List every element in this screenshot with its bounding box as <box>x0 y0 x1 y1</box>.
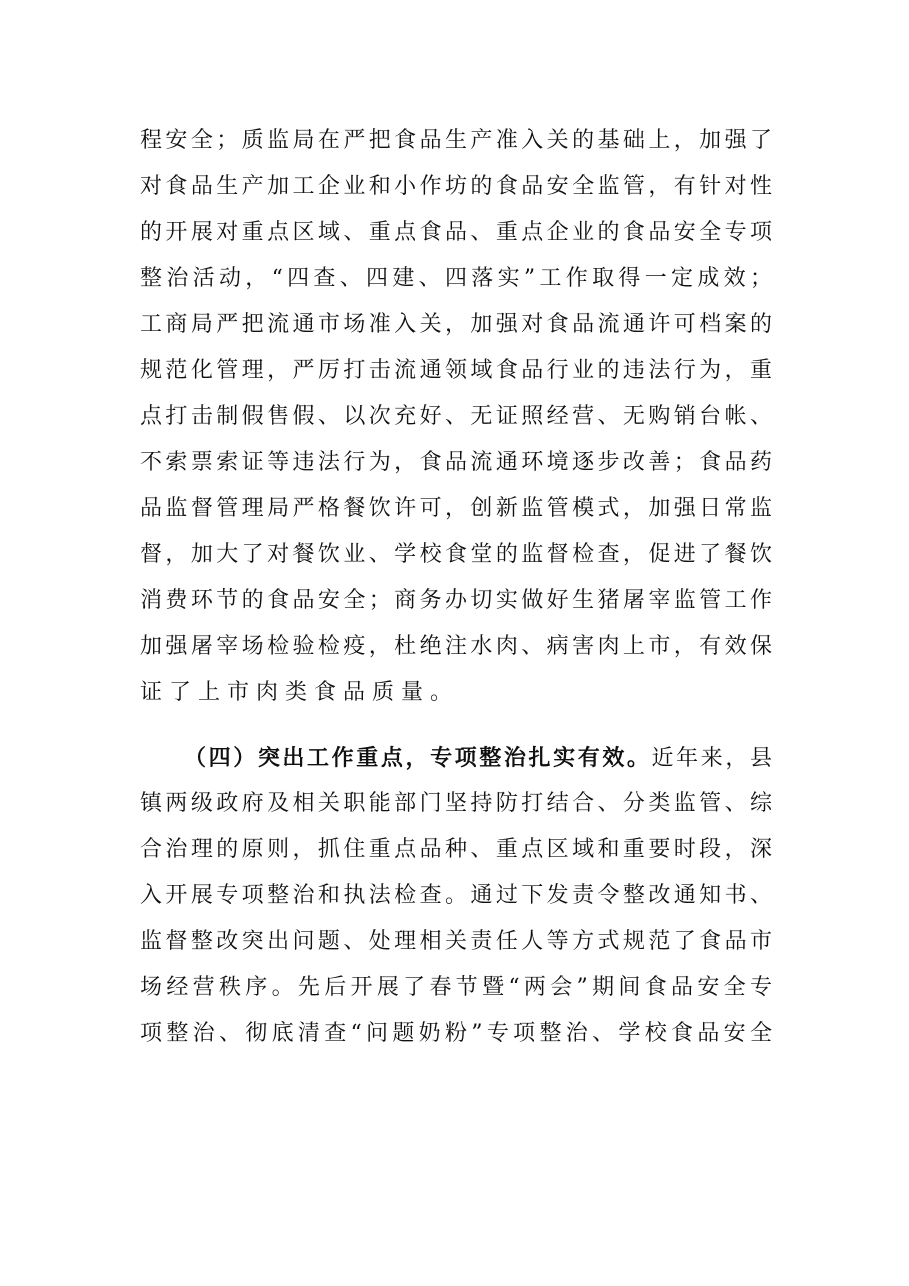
paragraph-1-line-12: 加强屠宰场检验检疫，杜绝注水肉、病害肉上市，有效保 <box>140 634 772 659</box>
paragraph-2-line-5: 监督整改突出问题、处理相关责任人等方式规范了食品市 <box>140 929 772 954</box>
paragraph-1-line-4: 整治活动，“四查、四建、四落实”工作取得一定成效； <box>140 266 772 291</box>
paragraph-1-line-10: 督，加大了对餐饮业、学校食堂的监督检查，促进了餐饮 <box>140 542 772 567</box>
paragraph-2-line-1-text: 近年来，县 <box>651 746 772 771</box>
paragraph-1-line-9: 品监督管理局严格餐饮许可，创新监管模式，加强日常监 <box>140 496 772 521</box>
paragraph-2-line-3: 合治理的原则，抓住重点品种、重点区域和重要时段，深 <box>140 837 772 862</box>
paragraph-1-line-5: 工商局严把流通市场准入关，加强对食品流通许可档案的 <box>140 312 772 337</box>
section-heading: （四）突出工作重点，专项整治扎实有效。 <box>184 745 652 771</box>
paragraph-2-line-1 <box>184 738 772 778</box>
paragraph-1-line-3: 的开展对重点区域、重点食品、重点企业的食品安全专项 <box>140 220 772 245</box>
paragraph-1-line-7: 点打击制假售假、以次充好、无证照经营、无购销台帐、 <box>140 404 772 429</box>
paragraph-2-line-7: 项整治、彻底清查“问题奶粉”专项整治、学校食品安全 <box>140 1021 772 1046</box>
paragraph-1-line-2: 对食品生产加工企业和小作坊的食品安全监管，有针对性 <box>140 174 772 199</box>
paragraph-2-line-2: 镇两级政府及相关职能部门坚持防打结合、分类监管、综 <box>140 791 772 816</box>
paragraph-1-line-6: 规范化管理，严厉打击流通领域食品行业的违法行为，重 <box>140 358 772 383</box>
paragraph-1-line-11: 消费环节的食品安全；商务办切实做好生猪屠宰监管工作 <box>140 588 772 613</box>
paragraph-2-line-6: 场经营秩序。先后开展了春节暨“两会”期间食品安全专 <box>140 975 772 1000</box>
paragraph-1-line-13: 证了上市肉类食品质量。 <box>140 680 460 705</box>
paragraph-1-line-1: 程安全；质监局在严把食品生产准入关的基础上，加强了 <box>140 128 772 153</box>
paragraph-2-line-4: 入开展专项整治和执法检查。通过下发责令整改通知书、 <box>140 883 772 908</box>
paragraph-1-line-8: 不索票索证等违法行为，食品流通环境逐步改善；食品药 <box>140 450 772 475</box>
